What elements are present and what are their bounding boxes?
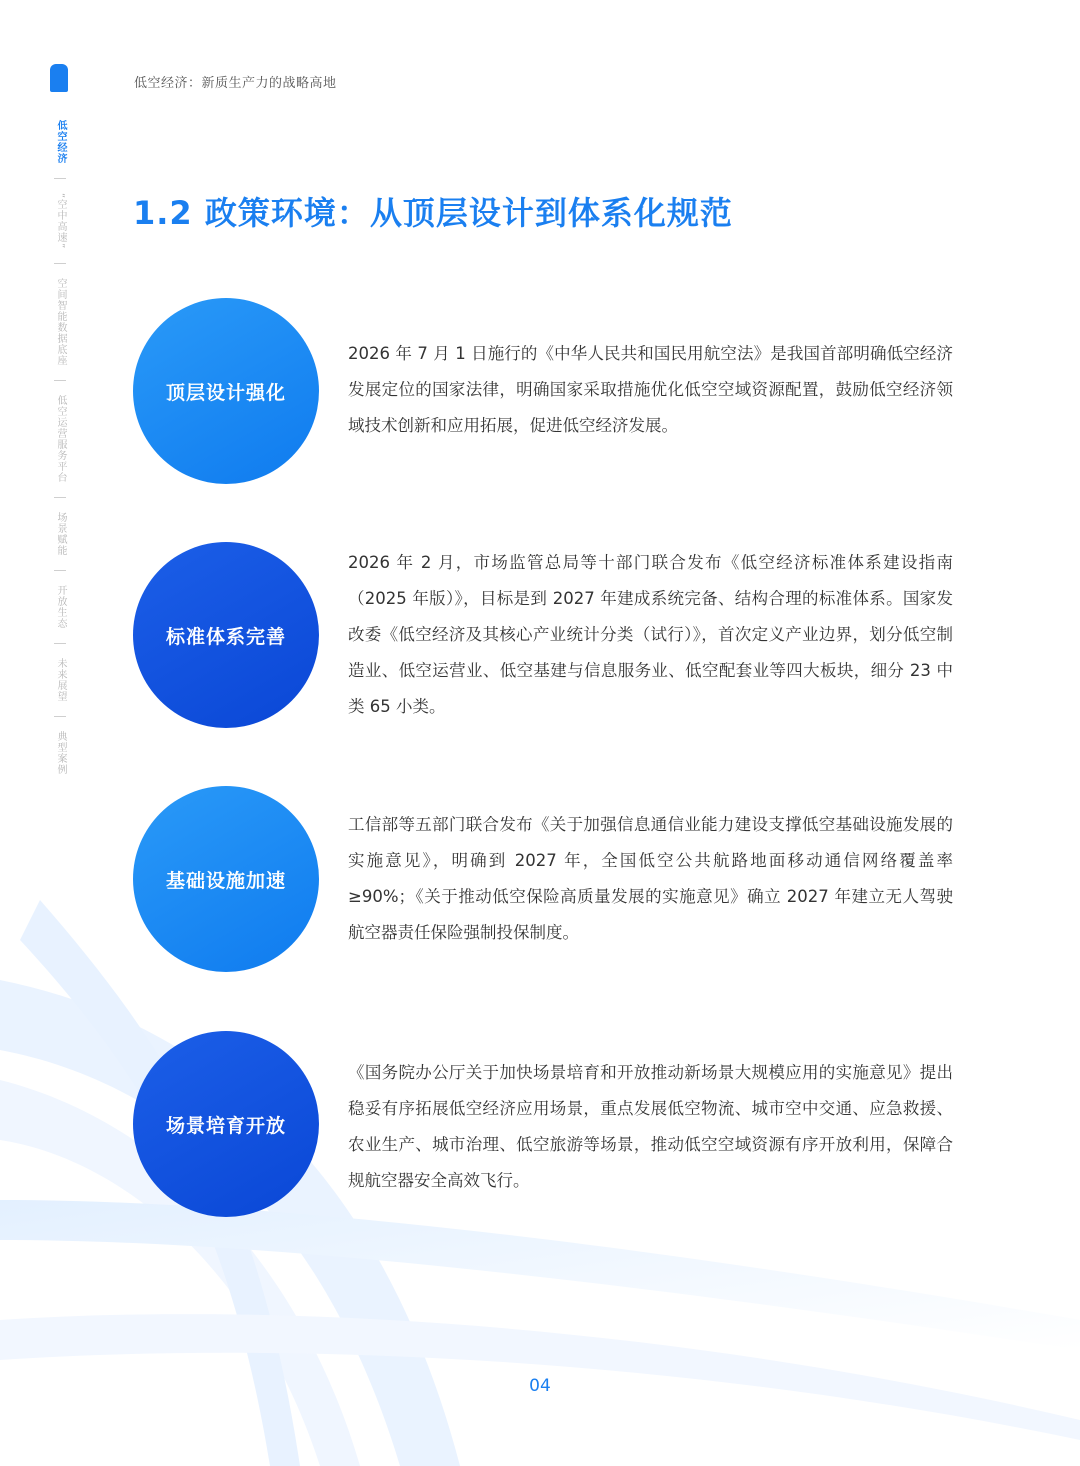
section-circle-badge: 场景培育开放 <box>133 1031 319 1217</box>
side-nav-separator <box>54 178 66 179</box>
side-nav-item-scenario-empowerment[interactable]: 场景赋能 <box>55 512 66 557</box>
side-nav-separator <box>54 497 66 498</box>
policy-section-standard-system <box>133 542 963 732</box>
page-number: 04 <box>529 1376 551 1396</box>
side-nav-item-spatial-data-base[interactable]: 空间智能数据底座 <box>55 278 66 367</box>
section-body-text: 2026 年 7 月 1 日施行的《中华人民共和国民用航空法》是我国首部明确低空经济发展定位的国家法律，明确国家采取措施优化低空空域资源配置，鼓励低空经济领域技术创新和应用拓展，促进低空经济发展。 <box>348 344 953 435</box>
side-nav-separator <box>54 380 66 381</box>
page-title: 1.2 政策环境：从顶层设计到体系化规范 <box>133 194 733 232</box>
side-nav-item-sky-highway[interactable]: “空中高速” <box>55 193 66 250</box>
side-nav-separator <box>54 570 66 571</box>
running-header: 低空经济：新质生产力的战略高地 <box>134 76 337 91</box>
header-tab-marker <box>50 64 68 92</box>
side-nav-item-typical-cases[interactable]: 典型案例 <box>55 731 66 776</box>
side-nav-separator <box>54 643 66 644</box>
section-circle-badge: 顶层设计强化 <box>133 298 319 484</box>
side-nav-separator <box>54 716 66 717</box>
side-nav-item-low-altitude-economy[interactable]: 低空经济 <box>55 120 66 164</box>
policy-section-scenario-cultivation <box>133 1031 963 1221</box>
side-nav-separator <box>54 263 66 264</box>
section-body-text: 《国务院办公厅关于加快场景培育和开放推动新场景大规模应用的实施意见》提出稳妥有序拓展低空经济应用场景，重点发展低空物流、城市空中交通、应急救援、农业生产、城市治理、低空旅游等场景，推动低空空域资源有序开放利用，保障合规航空器安全高效飞行。 <box>348 1063 953 1190</box>
section-body-text: 工信部等五部门联合发布《关于加强信息通信业能力建设支撑低空基础设施发展的实施意见》，明确到 2027 年，全国低空公共航路地面移动通信网络覆盖率≥90%；《关于推动低空保险高质量发展的实施意见》确立 2027 年建立无人驾驶航空器责任保险强制投保制度。 <box>348 815 953 942</box>
side-nav-item-open-ecosystem[interactable]: 开放生态 <box>55 585 66 630</box>
side-nav-item-operation-platform[interactable]: 低空运营服务平台 <box>55 395 66 484</box>
section-circle-badge: 基础设施加速 <box>133 786 319 972</box>
section-circle-badge: 标准体系完善 <box>133 542 319 728</box>
side-chapter-nav <box>50 120 70 775</box>
policy-section-top-level-design <box>133 298 963 488</box>
policy-section-infrastructure <box>133 786 963 976</box>
section-body-text: 2026 年 2 月，市场监管总局等十部门联合发布《低空经济标准体系建设指南（2025 年版）》，目标是到 2027 年建成系统完备、结构合理的标准体系。国家发改委《低空经济及其核心产业统计分类（试行）》，首次定义产业边界，划分低空制造业、低空运营业、低空基建与信息服务业、低空配套业等四大板块，细分 23 中类 65 小类。 <box>348 553 953 716</box>
side-nav-item-future-outlook[interactable]: 未来展望 <box>55 658 66 703</box>
